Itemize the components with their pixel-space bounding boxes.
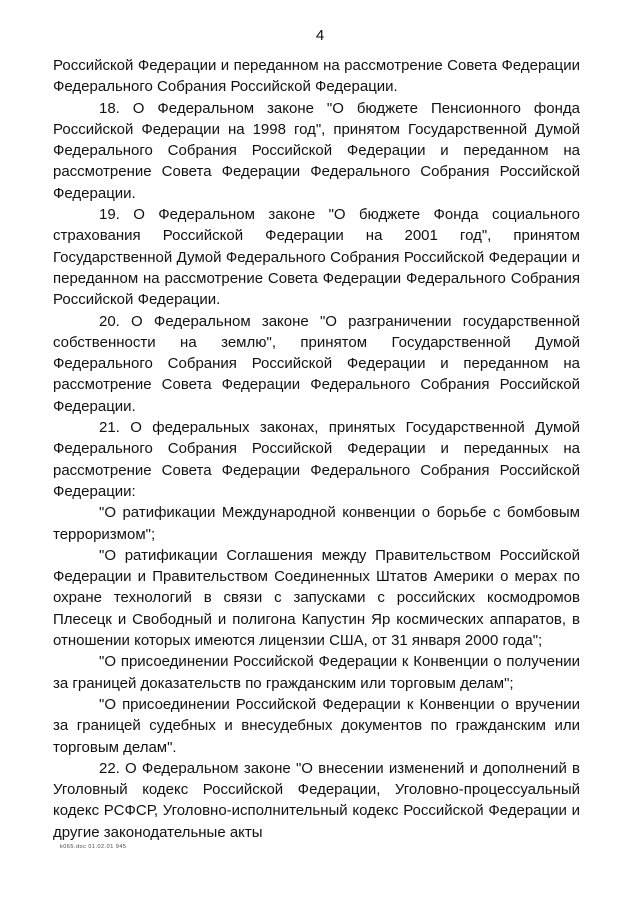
paragraph-item-22: 22. О Федеральном законе "О внесении изменений и дополнений в Уголовный кодекс Российской Федерации, Уголовно-процессуальный кодекс РСФСР, Уголовно-исполнительный кодекс Российской Федерации и другие законодательные акты: [53, 759, 580, 841]
paragraph-continuation: Российской Федерации и переданном на рассмотрение Совета Федерации Федерального Собрания Российской Федерации.: [53, 57, 580, 96]
page-number: 4: [315, 27, 325, 44]
paragraph-law-service-convention: "О присоединении Российской Федерации к Конвенции о вручении за границей судебных и внесудебных документов по гражданским или торговым делам".: [53, 695, 580, 756]
paragraph-law-technology-agreement: "О ратификации Соглашения между Правительством Российской Федерации и Правительством Соединенных Штатов Америки о мерах по охране технологий в связи с запусками с российских космодромов Плесецк и Свободный и полигона Капустин Яр космических аппаратов, в отношении которых имеются лицензии США, от 31 января 2000 года";: [53, 546, 580, 650]
paragraph-law-evidence-convention: "О присоединении Российской Федерации к Конвенции о получении за границей доказательств по гражданским или торговым делам";: [53, 653, 580, 692]
paragraph-law-bombing-terrorism: "О ратификации Международной конвенции о борьбе с бомбовым терроризмом";: [53, 504, 580, 543]
document-body: [53, 55, 580, 843]
paragraph-item-19: 19. О Федеральном законе "О бюджете Фонда социального страхования Российской Федерации на 2001 год", принятом Государственной Думой Федерального Собрания Российской Федерации и переданном на рассмотрение Совета Федерации Федерального Собрания Российской Федерации.: [53, 206, 580, 309]
paragraph-item-18: 18. О Федеральном законе "О бюджете Пенсионного фонда Российской Федерации на 1998 год", принятом Государственной Думой Федерального Собрания Российской Федерации и переданном на рассмотрение Совета Федерации Федерального Собрания Российской Федерации.: [53, 99, 580, 202]
paragraph-item-21: 21. О федеральных законах, принятых Государственной Думой Федерального Собрания Российской Федерации и переданных на рассмотрение Совета Федерации Федерального Собрания Российской Федерации:: [53, 419, 580, 500]
footer-document-code: k065.doc 01.02.01 945: [60, 844, 127, 850]
paragraph-item-20: 20. О Федеральном законе "О разграничении государственной собственности на землю", принятом Государственной Думой Федерального Собрания Российской Федерации и переданном на рассмотрение Совета Федерации Федерального Собрания Российской Федерации.: [53, 312, 580, 415]
